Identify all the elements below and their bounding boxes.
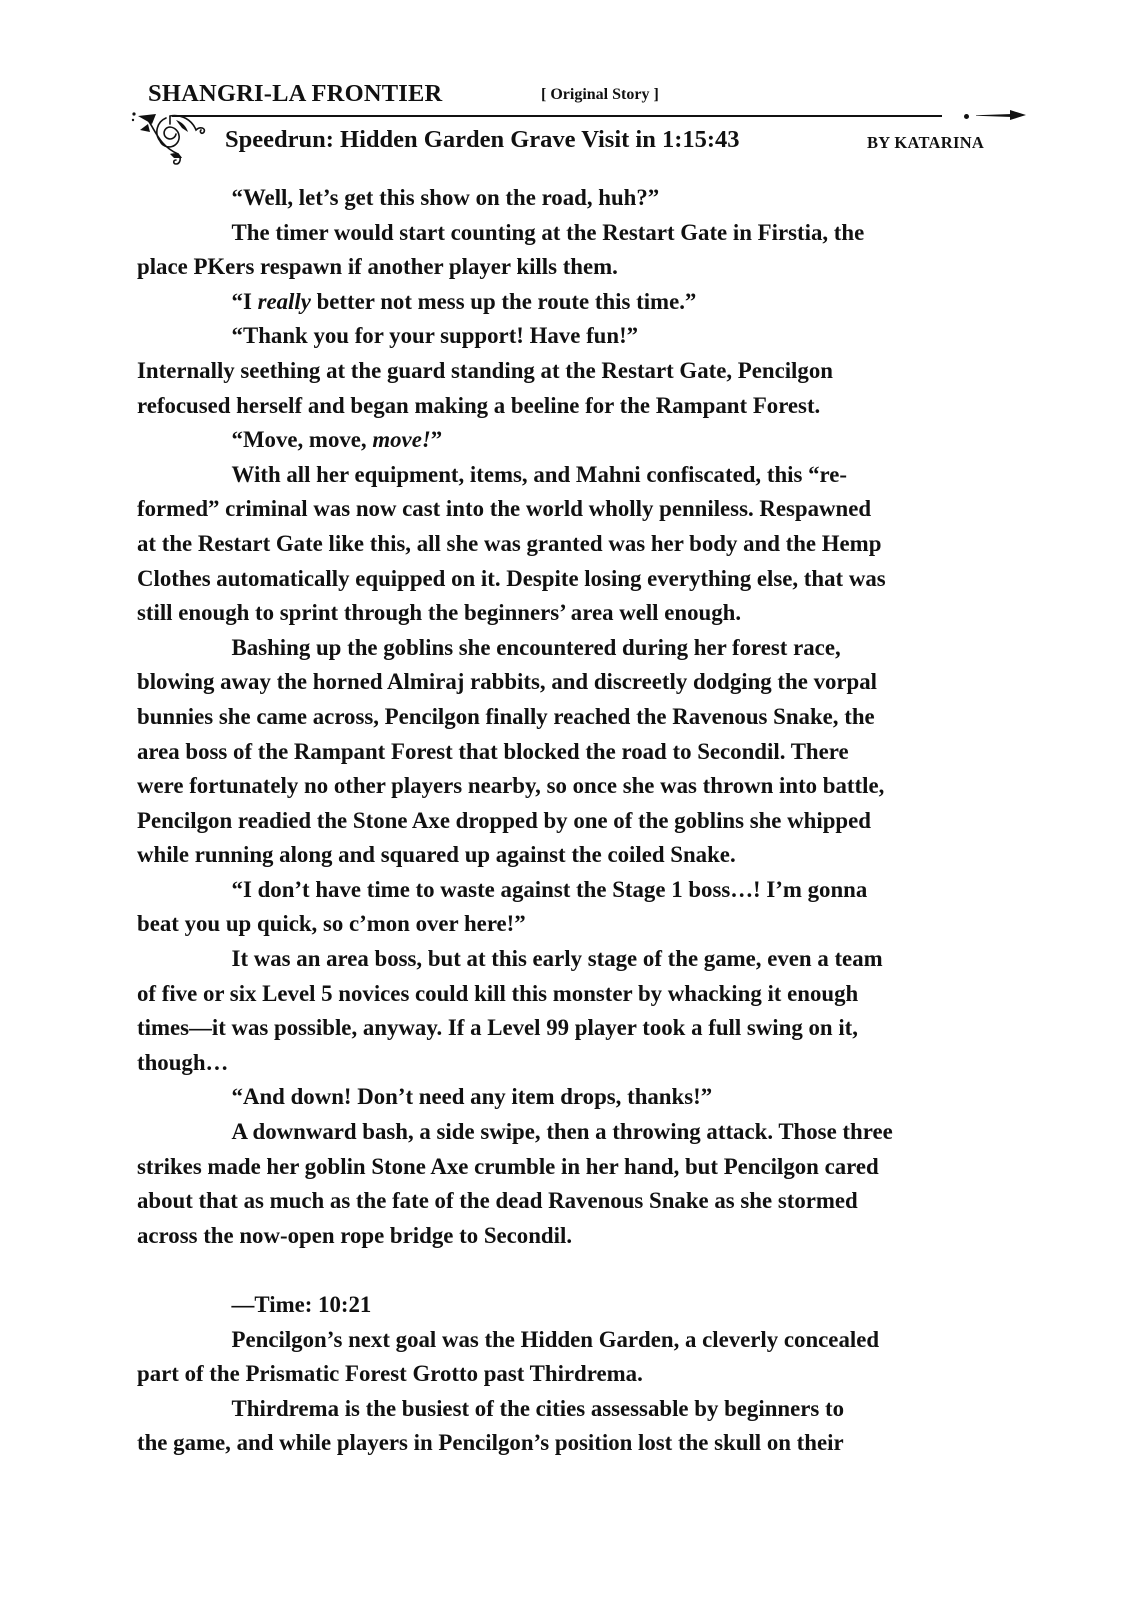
text-line: Internally seething at the guard standing at the Restart Gate, Pencilgon xyxy=(137,357,833,384)
text-line: while running along and squared up against the coiled Snake. xyxy=(137,842,736,869)
text-line: Clothes automatically equipped on it. Despite losing everything else, that was xyxy=(137,565,886,592)
text-line: about that as much as the fate of the dead Ravenous Snake as she stormed xyxy=(137,1188,858,1215)
text-line: blowing away the horned Almiraj rabbits, and discreetly dodging the vorpal xyxy=(137,669,878,696)
series-tag: [ Original Story ] xyxy=(541,86,659,103)
text-line: “I don’t have time to waste against the Stage 1 boss…! I’m gonna xyxy=(231,876,868,903)
text-line: —Time: 10:21 xyxy=(231,1292,372,1318)
text-line: still enough to sprint through the beginners’ area well enough. xyxy=(137,600,742,627)
text-line: “Well, let’s get this show on the road, huh?” xyxy=(231,185,660,211)
text-line xyxy=(137,423,1024,458)
text-line: times—it was possible, anyway. If a Level 99 player took a full swing on it, xyxy=(137,1015,858,1042)
text-line: across the now-open rope bridge to Secondil. xyxy=(137,1222,573,1249)
author-byline: BY KATARINA xyxy=(867,133,985,152)
text-line: Pencilgon readied the Stone Axe dropped by one of the goblins she whipped xyxy=(137,807,871,834)
text-line: bunnies she came across, Pencilgon finally reached the Ravenous Snake, the xyxy=(137,703,875,730)
text-line: A downward bash, a side swipe, then a throwing attack. Those three xyxy=(231,1119,893,1146)
emphasis-run: really xyxy=(257,288,311,315)
header-rule xyxy=(172,115,942,117)
text-line: “Thank you for your support! Have fun!” xyxy=(231,323,639,350)
text-line: “And down! Don’t need any item drops, thanks!” xyxy=(231,1084,713,1111)
text-line: though… xyxy=(137,1049,229,1076)
text-line: Bashing up the goblins she encountered during her forest race, xyxy=(231,634,841,661)
filigree-scroll-icon xyxy=(130,110,210,168)
text-run: ” xyxy=(430,427,443,454)
series-title: SHANGRI-LA FRONTIER xyxy=(148,80,443,107)
arrow-shaft xyxy=(976,114,1012,117)
text-line: refocused herself and began making a beeline for the Rampant Forest. xyxy=(137,392,821,419)
text-line: were fortunately no other players nearby, so once she was thrown into battle, xyxy=(137,773,885,800)
text-line: area boss of the Rampant Forest that blocked the road to Secondil. There xyxy=(137,738,849,765)
text-line: of five or six Level 5 novices could kill this monster by whacking it enough xyxy=(137,980,859,1007)
text-line: beat you up quick, so c’mon over here!” xyxy=(137,911,526,938)
text-line: The timer would start counting at the Restart Gate in Firstia, the xyxy=(231,219,865,246)
text-line: strikes made her goblin Stone Axe crumble in her hand, but Pencilgon cared xyxy=(137,1153,879,1180)
arrow-tip-icon xyxy=(1010,110,1026,120)
emphasis-run: move! xyxy=(372,427,431,454)
text-run: “Move, move, xyxy=(231,427,373,454)
text-line: Pencilgon’s next goal was the Hidden Garden, a cleverly concealed xyxy=(231,1326,880,1353)
text-line xyxy=(137,285,1024,320)
text-line: formed” criminal was now cast into the world wholly penniless. Respawned xyxy=(137,496,872,523)
text-line: part of the Prismatic Forest Grotto past Thirdrema. xyxy=(137,1361,643,1388)
text-line: It was an area boss, but at this early stage of the game, even a team xyxy=(231,946,883,973)
section-break xyxy=(137,1253,1037,1288)
text-line: place PKers respawn if another player kills them. xyxy=(137,254,618,281)
rule-dot-ornament xyxy=(964,114,969,119)
story-body xyxy=(137,181,1037,1461)
text-line: at the Restart Gate like this, all she was granted was her body and the Hemp xyxy=(137,530,882,557)
text-line: With all her equipment, items, and Mahni confiscated, this “re- xyxy=(231,461,847,488)
text-line: the game, and while players in Pencilgon’s position lost the skull on their xyxy=(137,1430,844,1457)
story-title: Speedrun: Hidden Garden Grave Visit in 1:15:43 xyxy=(225,126,740,153)
text-line: Thirdrema is the busiest of the cities assessable by beginners to xyxy=(231,1395,845,1422)
text-run: “I xyxy=(231,288,258,315)
text-run: better not mess up the route this time.” xyxy=(310,288,697,315)
